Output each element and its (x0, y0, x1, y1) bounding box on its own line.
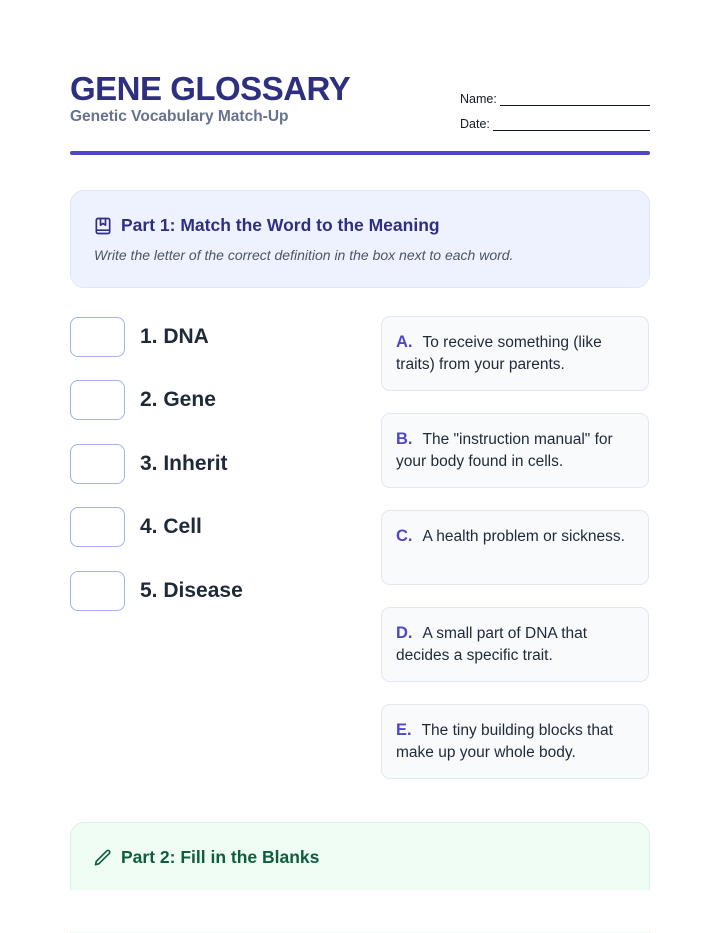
book-icon (93, 216, 113, 236)
word-label: 5. Disease (140, 579, 243, 602)
date-field-row (460, 113, 650, 131)
word-label: 2. Gene (140, 388, 216, 411)
header-divider (70, 151, 650, 155)
page-title: GENE GLOSSARY (70, 70, 351, 107)
definition-text: A small part of DNA that decides a specific trait. (396, 625, 588, 664)
answer-box[interactable] (70, 317, 125, 357)
definition-letter: C. (396, 527, 413, 545)
definition-letter: D. (396, 624, 413, 642)
pencil-icon (93, 848, 113, 868)
word-item (70, 570, 243, 612)
student-fields (460, 88, 650, 138)
definition-card (381, 607, 649, 682)
answer-box[interactable] (70, 444, 125, 484)
definition-card (381, 704, 649, 779)
definition-letter: E. (396, 721, 412, 739)
name-field-row (460, 88, 650, 106)
name-field[interactable] (500, 91, 650, 106)
definition-text: A health problem or sickness. (422, 528, 625, 545)
word-item (70, 316, 209, 358)
word-item (70, 379, 216, 421)
part1-instructions: Write the letter of the correct definition in the box next to each word. (94, 247, 514, 263)
definition-card (381, 316, 649, 391)
definition-card (381, 413, 649, 488)
definition-letter: B. (396, 430, 413, 448)
name-label: Name: (460, 92, 497, 106)
definition-letter: A. (396, 333, 413, 351)
page-subtitle: Genetic Vocabulary Match-Up (70, 108, 289, 125)
date-field[interactable] (493, 116, 650, 131)
word-label: 4. Cell (140, 515, 202, 538)
part1-title: Part 1: Match the Word to the Meaning (121, 215, 440, 235)
definition-card (381, 510, 649, 585)
part1-banner (70, 190, 650, 288)
part2-heading (93, 847, 319, 868)
part1-heading (93, 215, 440, 236)
word-label: 3. Inherit (140, 452, 228, 475)
word-item (70, 506, 202, 548)
page-cutoff (0, 890, 720, 932)
part2-title: Part 2: Fill in the Blanks (121, 847, 320, 867)
word-label: 1. DNA (140, 325, 209, 348)
answer-box[interactable] (70, 507, 125, 547)
definition-text: The tiny building blocks that make up your whole body. (396, 722, 613, 761)
date-label: Date: (460, 117, 490, 131)
answer-box[interactable] (70, 571, 125, 611)
answer-box[interactable] (70, 380, 125, 420)
word-item (70, 443, 228, 485)
definition-text: To receive something (like traits) from your parents. (396, 334, 602, 373)
definition-text: The "instruction manual" for your body found in cells. (396, 431, 613, 470)
